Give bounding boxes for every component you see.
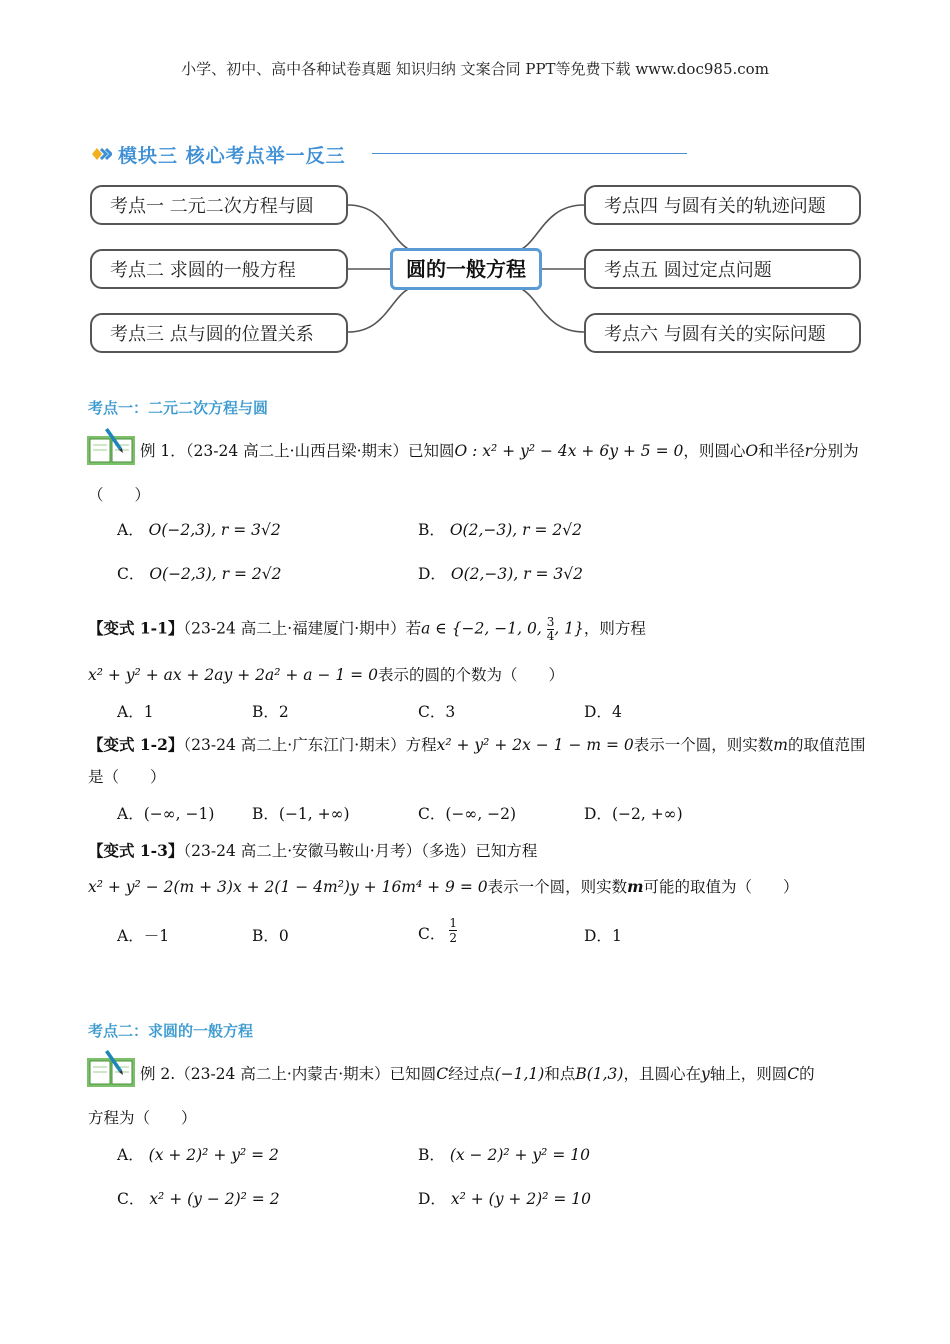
section-heading-2: 考点二：求圆的一般方程 — [88, 1022, 254, 1040]
variant-1-1-option-d: D．4 — [584, 703, 622, 721]
variant-1-2-option-a: A．(−∞, −1) — [117, 805, 215, 823]
variant-1-2-blank: 是（ ） — [88, 768, 166, 786]
book-pencil-icon — [86, 426, 136, 466]
module-title: 模块三 核心考点举一反三 — [118, 145, 346, 167]
section-heading-1: 考点一：二元二次方程与圆 — [88, 399, 269, 417]
example-1-question: 例 1．（23-24 高二上·山西吕梁·期末）已知圆O : x² + y² − 4x + 6y + 5 = 0，则圆心O和半径r分别为 — [140, 442, 859, 460]
variant-1-1-option-c: C．3 — [418, 703, 456, 721]
variant-1-2-option-b: B．(−1, +∞) — [252, 805, 350, 823]
book-pencil-icon — [86, 1048, 136, 1088]
variant-1-2-option-c: C．(−∞, −2) — [418, 805, 517, 823]
example-2-option-d: D． x² + (y + 2)² = 10 — [418, 1190, 592, 1208]
variant-1-3-option-a: A．－1 — [117, 927, 170, 945]
example-2-option-a: A． (x + 2)² + y² = 2 — [117, 1146, 279, 1164]
example-1-option-a: A． O(−2,3), r = 3√2 — [117, 521, 281, 539]
example-1-option-c: C． O(−2,3), r = 2√2 — [117, 565, 282, 583]
example-2-blank: 方程为（ ） — [88, 1109, 197, 1127]
page-header: 小学、初中、高中各种试卷真题 知识归纳 文案合同 PPT等免费下载 www.doc985.com — [181, 60, 769, 78]
variant-1-2-option-d: D．(−2, +∞) — [584, 805, 683, 823]
mindmap-node-left-3: 考点三 点与圆的位置关系 — [90, 313, 348, 353]
example-2-question: 例 2.（23-24 高二上·内蒙古·期末）已知圆C经过点(−1,1)和点B(1,3)，且圆心在y轴上，则圆C的 — [140, 1065, 815, 1083]
variant-1-3-option-d: D．1 — [584, 927, 622, 945]
example-1-blank: （ ） — [88, 486, 151, 504]
variant-1-1-option-b: B．2 — [252, 703, 289, 721]
example-1-option-b: B． O(2,−3), r = 2√2 — [418, 521, 582, 539]
example-2-option-c: C． x² + (y − 2)² = 2 — [117, 1190, 280, 1208]
variant-1-1-question: 【变式 1-1】（23-24 高二上·福建厦门·期中）若a ∈ {−2, −1, 0, $\frac{3}{4}$ , 1}，则方程 — [88, 615, 646, 643]
variant-1-1-option-a: A．1 — [117, 703, 154, 721]
example-1-option-d: D． O(2,−3), r = 3√2 — [418, 565, 584, 583]
variant-1-3-option-c: C． $\frac{1}{2}$ — [418, 916, 458, 945]
mindmap-node-right-2: 考点五 圆过定点问题 — [584, 249, 861, 289]
example-2-option-b: B． (x − 2)² + y² = 10 — [418, 1146, 590, 1164]
variant-1-2-question: 【变式 1-2】（23-24 高二上·广东江门·期末）方程x² + y² + 2x − 1 − m = 0表示一个圆，则实数m的取值范围 — [88, 735, 866, 754]
variant-1-3-question: 【变式 1-3】（23-24 高二上·安徽马鞍山·月考）（多选）已知方程 — [88, 841, 538, 860]
mindmap-node-left-1: 考点一 二元二次方程与圆 — [90, 185, 348, 225]
variant-1-3-equation: x² + y² − 2(m + 3)x + 2(1 − 4m²)y + 16m⁴ + 9 = 0表示一个圆，则实数m可能的取值为（ ） — [88, 877, 799, 896]
mindmap-node-left-2: 考点二 求圆的一般方程 — [90, 249, 348, 289]
mindmap-center-node: 圆的一般方程 — [390, 248, 542, 290]
mindmap-node-right-3: 考点六 与圆有关的实际问题 — [584, 313, 861, 353]
mindmap-node-right-1: 考点四 与圆有关的轨迹问题 — [584, 185, 861, 225]
variant-1-1-equation: x² + y² + ax + 2ay + 2a² + a − 1 = 0表示的圆的个数为（ ） — [88, 666, 564, 684]
variant-1-3-option-b: B．0 — [252, 927, 289, 945]
